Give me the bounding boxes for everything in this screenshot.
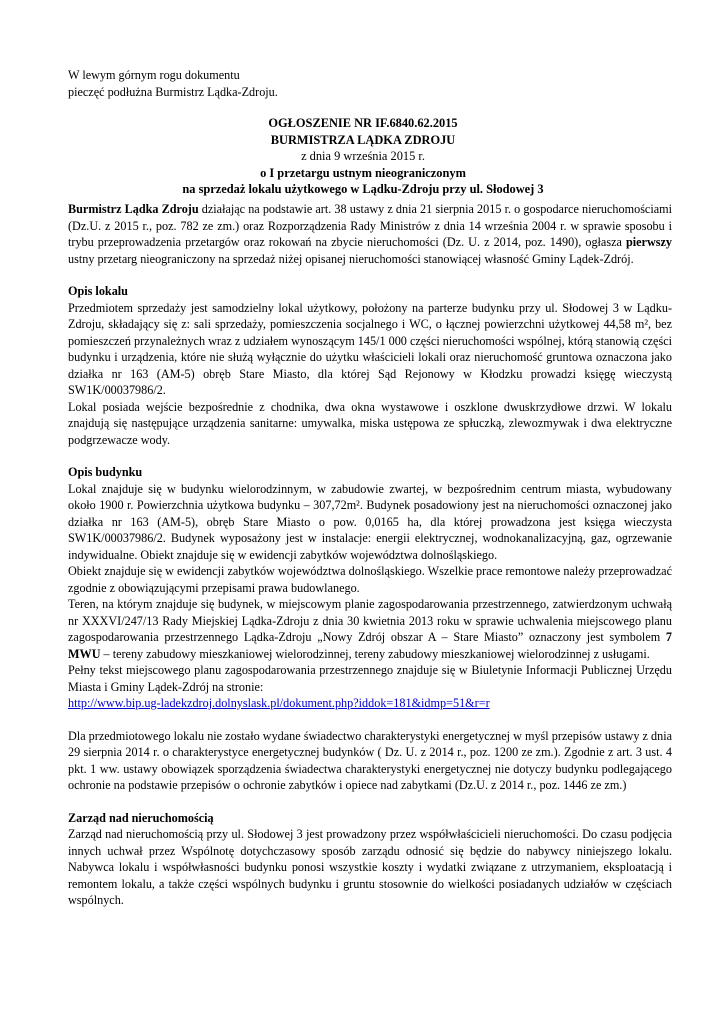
intro-text-2: ustny przetarg nieograniczony na sprzedaż niżej opisanej nieruchomości stanowiącej własność Gminy Lądek-Zdrój. (68, 251, 634, 266)
opis-budynku-paragraph-1: Lokal znajduje się w budynku wielorodzinnym, w zabudowie zwartej, w bezpośrednim centrum miasta, wybudowany około 1900 r. Powierzchnia użytkowa budynku – 307,72m². Budynek posadowiony jest na nieruchomości oznaczonej jako działka nr 163 (AM-5), obręb Stare Miasto o pow. 0,0165 ha, dla której prowadzona jest księga wieczysta SW1K/00037986/2. Budynek wyposażony jest w instalacje: energii elektrycznej, wodnokanalizacyjną, gaz, ogrzewanie indywidualne. Obiekt znajduje się w ewidencji zabytków województwa dolnośląskiego. (68, 481, 672, 562)
intro-issuer: Burmistrz Lądka Zdroju (68, 202, 199, 216)
intro-first: pierwszy (625, 235, 672, 249)
document-body (68, 201, 672, 909)
announcement-heading (68, 115, 658, 198)
announcement-number: OGŁOSZENIE NR IF.6840.62.2015 (268, 116, 458, 130)
stamp-note-line-1: W lewym górnym rogu dokumentu (68, 68, 240, 82)
tender-type: o I przetargu ustnym nieograniczonym (260, 165, 466, 180)
announcement-date: z dnia 9 września 2015 r. (301, 149, 425, 163)
opis-budynku-paragraph-2: Obiekt znajduje się w ewidencji zabytków województwa dolnośląskiego. Wszelkie prace remontowe należy przeprowadzać zgodnie z obowiązującymi przepisami prawa budowlanego. (68, 564, 672, 595)
section-title-opis-budynku: Opis budynku (68, 465, 143, 479)
stamp-note-line-2: pieczęć podłużna Burmistrz Lądka-Zdroju. (68, 84, 278, 99)
section-title-zarzad: Zarząd nad nieruchomością (68, 810, 214, 825)
plan-link[interactable]: http://www.bip.ug-ladekzdroj.dolnyslask.pl/dokument.php?iddok=181&idmp=51&r=r (68, 696, 490, 710)
energy-certificate-paragraph: Dla przedmiotowego lokalu nie zostało wydane świadectwo charakterystyki energetycznej w myśl przepisów ustawy z dnia 29 sierpnia 2014 r. o charakterystyce energetycznej budynków ( Dz. U. z 2014 r., poz. 1200 ze zm.). Zgodnie z art. 3 ust. 4 pkt. 1 ww. ustawy obowiązek sporządzenia świadectwa charakterystyki energetycznej nie dotyczy budynku podlegającego ochronie na podstawie przepisów o ochronie zabytków i opiece nad zabytkami (Dz.U. z 2014 r., poz. 1446 ze zm.) (68, 728, 672, 792)
opis-budynku-paragraph-4: Pełny tekst miejscowego planu zagospodarowania przestrzennego znajduje się w Biuletynie Informacji Publicznej Urzędu Miasta i Gminy Lądek-Zdrój na stronie: (68, 663, 672, 694)
intro-text-1: działając na podstawie art. 38 ustawy z dnia 21 sierpnia 2015 r. o gospodarce nieruchomościami (Dz.U. z 2015 r., poz. 782 ze zm.) oraz Rozporządzenia Rady Ministrów z dnia 14 września 2004 r. w sprawie sposobu i trybu przeprowadzenia przetargów oraz rokowań na zbycie nieruchomości (Dz. U. z 2014, poz. 1490), ogłasza (68, 202, 673, 249)
zoning-text-c: – tereny zabudowy mieszkaniowej wielorodzinnej, tereny zabudowy mieszkaniowej wielorodzinnej z usługami. (100, 646, 650, 661)
tender-subject: na sprzedaż lokalu użytkowego w Lądku-Zdroju przy ul. Słodowej 3 (182, 182, 544, 196)
opis-lokalu-paragraph-1: Przedmiotem sprzedaży jest samodzielny lokal użytkowy, położony na parterze budynku przy ul. Słodowej 3 w Lądku-Zdroju, składający się z: sali sprzedaży, pomieszczenia socjalnego i WC, o łącznej powierzchni użytkowej 44,58 m², bez pomieszczeń przynależnych wraz z udziałem wynoszącym 145/1 000 części nieruchomości wspólnej, którą stanowią części budynku i urządzenia, które nie służą wyłącznie do użytku właścicieli lokali oraz nieruchomość gruntowa oznaczona jako działka nr 163 (AM-5) obręb Stare Miasto, dla której Sąd Rejonowy w Kłodzku prowadzi księgę wieczystą SW1K/00037986/2. (68, 300, 672, 397)
zoning-symbol: 7 MWU (68, 630, 672, 661)
plan-link-line (68, 695, 672, 712)
opis-lokalu-paragraph-2: Lokal posiada wejście bezpośrednie z chodnika, dwa okna wystawowe i oszklone dwuskrzydłowe drzwi. W lokalu znajdują się następujące urządzenia sanitarne: umywalka, miska ustępowa ze spłuczką, zlewozmywak i dwa elektryczne podgrzewacze wody. (68, 399, 672, 447)
intro-paragraph (68, 201, 672, 267)
section-title-opis-lokalu: Opis lokalu (68, 284, 128, 298)
issuer-title: BURMISTRZA LĄDKA ZDROJU (270, 132, 456, 147)
zoning-text-a: Teren, na którym znajduje się budynek, w miejscowym planie zagospodarowania przestrzennego, zatwierdzonym uchwałą nr XXXVI/247/13 Rady Miejskiej Lądka-Zdroju z dnia 30 kwietnia 2013 roku w sprawie uchwalenia miejscowego planu zagospodarowania przestrzennego Lądka-Zdroju „Nowy Zdrój obszar A – Stare Miasto” oznaczony jest symbolem (68, 597, 672, 644)
zarzad-paragraph: Zarząd nad nieruchomością przy ul. Słodowej 3 jest prowadzony przez współwłaścicieli nieruchomości. Do czasu podjęcia innych uchwał przez Wspólnotę dotychczasowy sposób zarządu odnosić się będzie do nabywcy niniejszego lokalu. Nabywca lokalu i współwłasności budynku ponosi wszystkie koszty i wydatki związane z utrzymaniem, eksploatacją i remontem lokalu, a także części wspólnych budynku i gruntu stosownie do wielkości posiadanych udziałów w częściach wspólnych. (68, 827, 672, 907)
opis-budynku-paragraph-3 (68, 596, 672, 662)
stamp-note (68, 67, 278, 100)
